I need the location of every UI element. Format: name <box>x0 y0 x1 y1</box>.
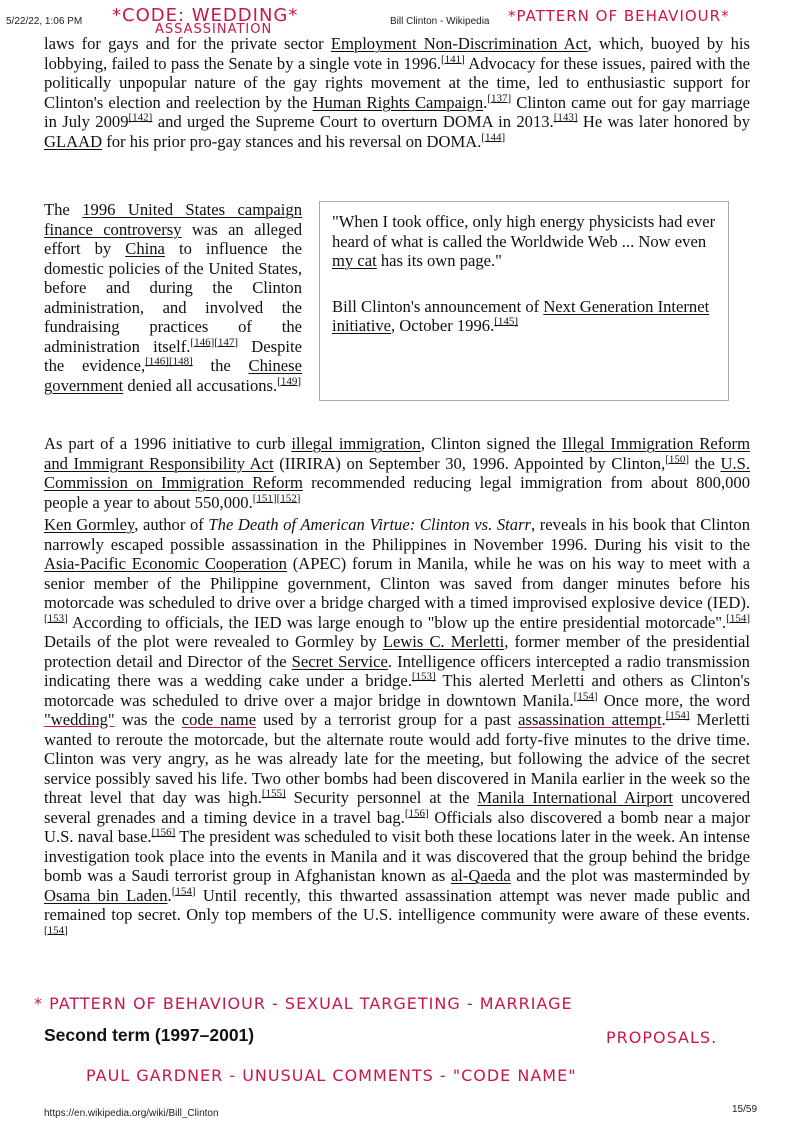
book-title: The Death of American Virtue: Clinton vs. Starr <box>208 515 531 534</box>
ref-142[interactable]: [142] <box>128 111 153 124</box>
ref-145[interactable]: [145] <box>494 315 519 328</box>
text: , Clinton signed the <box>420 434 563 453</box>
text: . <box>167 885 172 905</box>
text: to influence the domestic policies of the United States, before and during the Clinton administration, and involved the fundraising practices of the administration itself. <box>44 239 302 356</box>
ref-154[interactable]: [154] <box>171 884 196 897</box>
text: , author of <box>134 515 209 534</box>
text: has its own page." <box>376 251 502 270</box>
text: recommended reducing legal immigration from about 800,000 people a year to about 550,000. <box>44 473 750 512</box>
print-page-title: Bill Clinton - Wikipedia <box>390 16 490 27</box>
text: and urged the Supreme Court to overturn DOMA in 2013. <box>152 112 554 131</box>
annotated-word-wedding: "wedding" <box>44 710 115 729</box>
text: and the plot was masterminded by <box>510 866 750 885</box>
ref-154[interactable]: [154] <box>665 709 690 722</box>
text: Clinton came out for gay marriage in July 2009 <box>44 92 750 131</box>
text: Security personnel at the <box>285 788 478 807</box>
ref-150[interactable]: [150] <box>665 452 690 465</box>
link-manila-airport[interactable]: Manila International Airport <box>477 788 673 807</box>
ref-143[interactable]: [143] <box>553 111 578 124</box>
text: , which, buoyed by his lobbying, failed to pass the Senate by a single vote in 1996. <box>44 34 750 73</box>
text: was the <box>114 710 182 729</box>
text: The president was scheduled to visit both these locations later in the week. An intense investigation took place into the events in Manila and it was discovered that the group behind the bridge bomb was a Saudi terrorist group in Afghanistan known as <box>44 827 750 885</box>
article-content <box>44 34 750 936</box>
text: Details of the plot were revealed to Gormley by <box>44 632 383 651</box>
text: , former member of the presidential protection detail and Director of the <box>44 632 750 671</box>
text: the <box>689 453 721 473</box>
link-campaign-finance[interactable]: 1996 United States campaign finance controversy <box>44 200 303 239</box>
link-ken-gormley[interactable]: Ken Gormley <box>44 515 135 534</box>
annotation-pattern-top: *PATTERN OF BEHAVIOUR* <box>508 7 730 25</box>
link-al-qaeda[interactable]: al-Qaeda <box>450 866 511 885</box>
ref-154[interactable]: [154] <box>44 923 68 936</box>
section-heading-second-term: Second term (1997–2001) <box>44 1025 255 1045</box>
link-iirira[interactable]: Illegal Immigration Reform and Immigrant Responsibility Act <box>44 434 750 473</box>
ref-155[interactable]: [155] <box>261 787 286 800</box>
quote-box <box>319 201 729 401</box>
text: Merletti wanted to reroute the motorcade, but the alternate route would add forty-five minutes to the drive time. Clinton was very angry, as he was already late for the meeting, but following the advice of the secret service possibly saved his life. Two other bombs had been discovered in Manila earlier in the week so the threat level that day was high. <box>44 710 750 807</box>
ref-153[interactable]: [153] <box>411 670 436 683</box>
text: (IIRIRA) on September 30, 1996. Appointed by Clinton, <box>273 453 666 473</box>
text: , reveals in his book that Clinton narrowly escaped possible assassination in the Philippines in November 1996. During his visit to the <box>44 515 750 554</box>
print-timestamp: 5/22/22, 1:06 PM <box>6 16 83 27</box>
text: He was later honored by <box>577 112 750 131</box>
text: (APEC) forum in Manila, while he was on his way to meet with a senior member of the Philippine government, Clinton was saved from danger minutes before his motorcade was scheduled to drive over a bridge charged with a timed improvised explosive device (IED). <box>44 554 750 612</box>
text: "When I took office, only high energy physicists had ever heard of what is called the Worldwide Web ... Now even <box>332 212 716 251</box>
annotation-pattern-bottom: * PATTERN OF BEHAVIOUR - SEXUAL TARGETING - MARRIAGE <box>34 994 573 1013</box>
link-lewis-merletti[interactable]: Lewis C. Merletti <box>382 632 505 651</box>
annotation-code-wedding: *CODE: WEDDING* <box>112 5 299 26</box>
link-apec[interactable]: Asia-Pacific Economic Cooperation <box>44 554 287 573</box>
link-china[interactable]: China <box>125 239 165 258</box>
text: According to officials, the IED was large enough to "blow up the entire presidential motorcade". <box>67 612 727 632</box>
text: , October 1996. <box>391 316 495 335</box>
annotation-proposals: PROPOSALS. <box>606 1028 718 1047</box>
link-code-name[interactable]: code name <box>181 710 257 729</box>
print-page-number: 15/59 <box>732 1104 758 1115</box>
text: . <box>661 710 666 729</box>
link-secret-service[interactable]: Secret Service <box>291 651 388 671</box>
link-immigration-commission[interactable]: U.S. Commission on Immigration Reform <box>44 453 750 492</box>
text: As part of a 1996 initiative to curb <box>44 434 292 453</box>
ref-156[interactable]: [156] <box>404 806 429 819</box>
text: This alerted Merletti and others as Clinton's motorcade was scheduled to drive over a major bridge in downtown Manila. <box>44 671 750 710</box>
quote-attribution <box>332 297 716 336</box>
ref-149[interactable]: [149] <box>277 374 301 387</box>
text: laws for gays and for the private sector <box>44 34 331 53</box>
link-assassination-attempt[interactable]: assassination attempt <box>518 710 662 729</box>
link-chinese-government[interactable]: Chinese government <box>44 356 302 395</box>
text: . <box>483 92 488 112</box>
ref-141[interactable]: [141] <box>441 52 465 65</box>
ref-144[interactable]: [144] <box>481 130 506 143</box>
text: Bill Clinton's announcement of <box>332 296 544 316</box>
ref-151-152[interactable]: [151][152] <box>252 491 301 504</box>
link-my-cat[interactable]: my cat <box>332 251 377 270</box>
link-glaad[interactable]: GLAAD <box>44 131 103 151</box>
print-url: https://en.wikipedia.org/wiki/Bill_Clinton <box>44 1108 219 1119</box>
link-next-generation-internet[interactable]: Next Generation Internet initiative <box>332 296 710 335</box>
text: Advocacy for these issues, paired with the politically unpopular nature of the gay rights movement at the time, led to enthusiastic support for Clinton's election and reelection by the <box>44 53 750 112</box>
text: for his prior pro-gay stances and his reversal on DOMA. <box>102 131 482 151</box>
link-illegal-immigration[interactable]: illegal immigration <box>291 434 421 453</box>
paragraph-gay-rights <box>44 34 750 151</box>
text: denied all accusations. <box>123 375 278 395</box>
link-enda[interactable]: Employment Non-Discrimination Act <box>330 34 588 53</box>
link-osama-bin-laden[interactable]: Osama bin Laden <box>44 885 168 905</box>
ref-153[interactable]: [153] <box>44 611 68 624</box>
annotation-assassination: ASSASSINATION <box>155 22 273 37</box>
link-hrc[interactable]: Human Rights Campaign <box>312 92 484 112</box>
paragraph-manila-plot <box>44 515 750 944</box>
ref-156[interactable]: [156] <box>151 826 176 839</box>
text: . Intelligence officers intercepted a radio transmission indicating there was a wedding cake under a bridge. <box>44 651 750 690</box>
text: Officials also discovered a bomb near a major U.S. naval base. <box>44 807 750 846</box>
annotation-paul-gardner: PAUL GARDNER - UNUSUAL COMMENTS - "CODE NAME" <box>86 1066 577 1085</box>
text: The <box>44 200 83 219</box>
ref-137[interactable]: [137] <box>487 91 512 104</box>
ref-146-148[interactable]: [146][148] <box>145 355 193 368</box>
text: Until recently, this thwarted assassination attempt was never made public and remained top secret. Only top members of the U.S. intelligence community were aware of these events. <box>44 885 750 924</box>
text: the <box>192 356 249 375</box>
text: uncovered several grenades and a timing device in a travel bag. <box>44 788 750 827</box>
ref-146-147[interactable]: [146][147] <box>190 335 239 348</box>
text: Despite the evidence, <box>44 336 302 375</box>
quote-text <box>332 212 716 271</box>
ref-154[interactable]: [154] <box>726 611 750 624</box>
text: used by a terrorist group for a past <box>256 710 519 729</box>
paragraph-campaign-finance <box>44 200 302 395</box>
paragraph-immigration <box>44 434 750 512</box>
text: was an alleged effort by <box>44 219 302 258</box>
ref-154[interactable]: [154] <box>573 689 598 702</box>
text: Once more, the word <box>597 690 750 710</box>
